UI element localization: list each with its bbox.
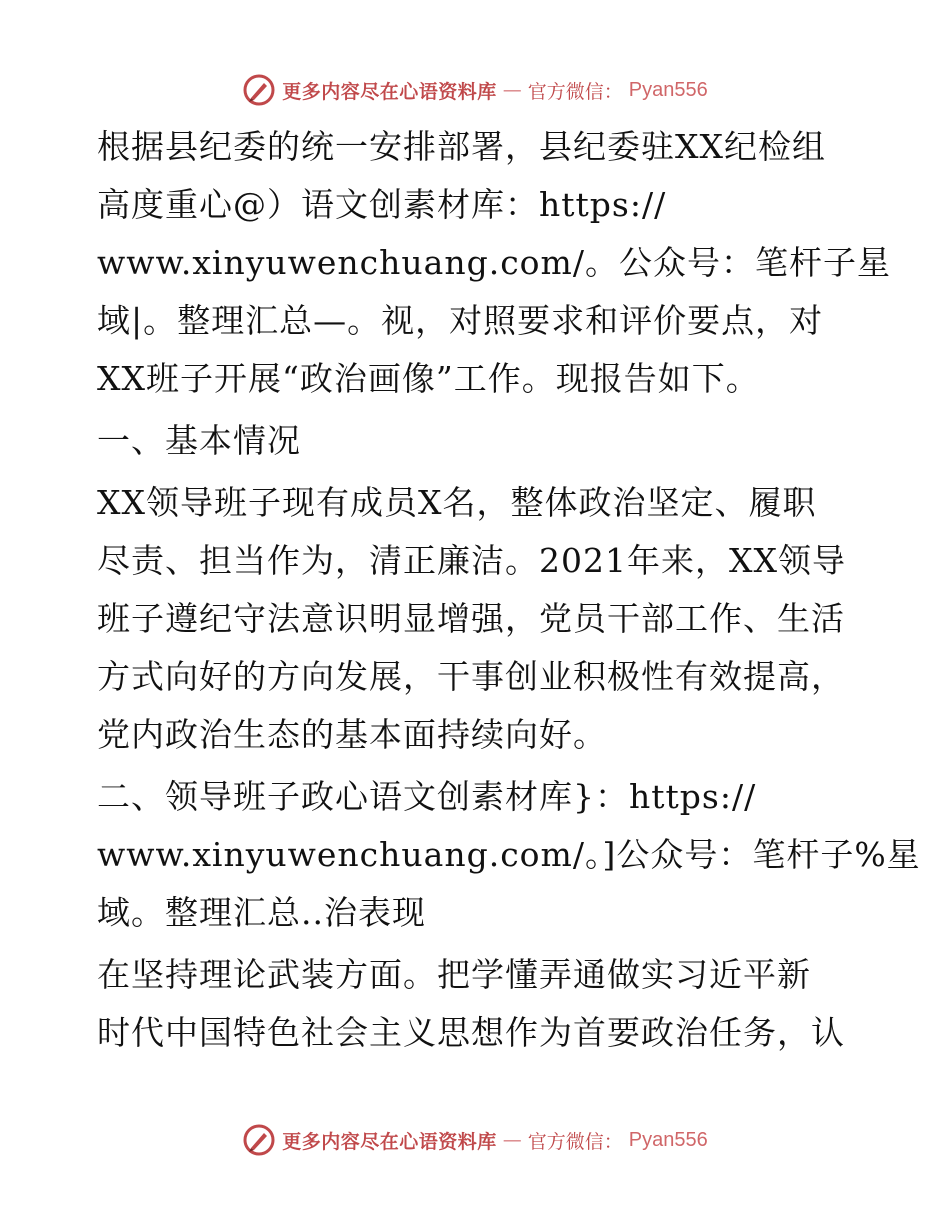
paragraph-line: 域|。整理汇总—。视，对照要求和评价要点，对 (97, 301, 824, 340)
paragraph-line: 高度重心@）语文创素材库：https:// (97, 185, 667, 224)
header-banner (0, 68, 950, 112)
paragraph-line: 根据县纪委的统一安排部署，县纪委驻XX纪检组 (97, 127, 826, 166)
paragraph-line: 党内政治生态的基本面持续向好。 (97, 715, 607, 754)
banner-wechat-label: 官方微信： (527, 80, 623, 103)
paragraph-line: XX班子开展“政治画像”工作。现报告如下。 (97, 359, 760, 398)
paragraph-line: 方式向好的方向发展，干事创业积极性有效提高， (97, 657, 845, 696)
banner-wechat-id: Pyan556 (628, 1128, 708, 1151)
document-body (97, 118, 921, 1062)
pen-logo-icon (242, 73, 276, 107)
banner-main-text: 更多内容尽在心语资料库 (282, 1130, 497, 1153)
paragraph-line: 时代中国特色社会主义思想作为首要政治任务，认 (97, 1013, 845, 1052)
paragraph-line: 尽责、担当作为，清正廉洁。2021年来，XX领导 (97, 541, 846, 580)
section-heading: 一、基本情况 (97, 421, 301, 460)
paragraph-line: XX领导班子现有成员X名，整体政治坚定、履职 (97, 483, 817, 522)
paragraph-line: www.xinyuwenchuang.com/。公众号：笔杆子星 (97, 243, 891, 282)
banner-wechat-id: Pyan556 (628, 78, 708, 101)
paragraph-line: 班子遵纪守法意识明显增强，党员干部工作、生活 (97, 599, 845, 638)
banner-main-text: 更多内容尽在心语资料库 (282, 80, 497, 103)
section-heading: 二、领导班子政心语文创素材库}：https:// (97, 777, 757, 816)
paragraph-line: 域。整理汇总..治表现 (97, 893, 426, 932)
banner-dash: — (502, 79, 522, 101)
banner-dash: — (502, 1129, 522, 1151)
pen-logo-icon (242, 1123, 276, 1157)
paragraph-line: 在坚持理论武装方面。把学懂弄通做实习近平新 (97, 955, 811, 994)
banner-wechat-label: 官方微信： (527, 1130, 623, 1153)
footer-banner (0, 1118, 950, 1162)
paragraph-line: www.xinyuwenchuang.com/。]公众号：笔杆子%星 (97, 835, 921, 874)
